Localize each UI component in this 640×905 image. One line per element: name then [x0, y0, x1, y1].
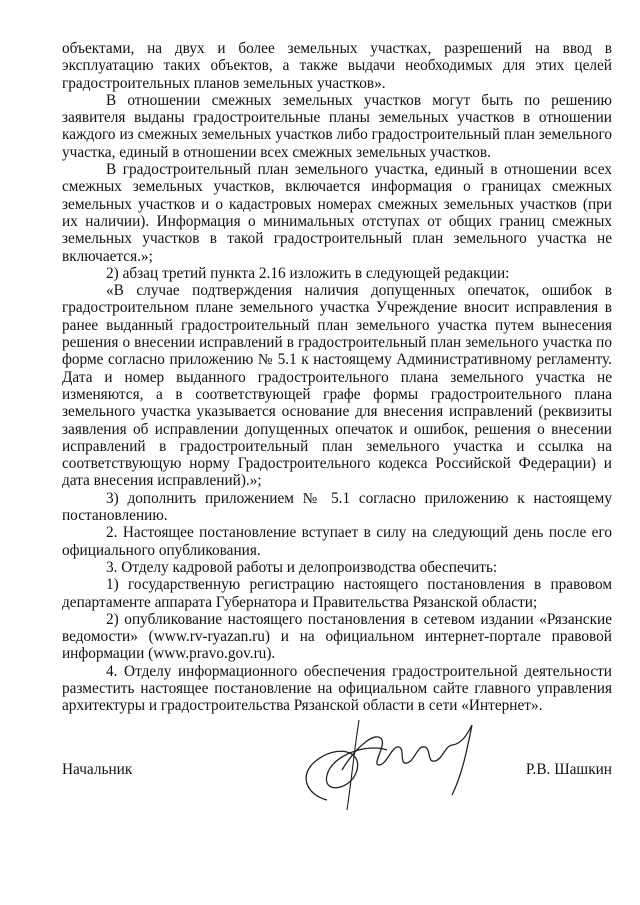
paragraph-continuation: объектами, на двух и более земельных участках, разрешений на ввод в эксплуатацию таких объектов, а также выдачи необходимых для этих целей градостроительных планов земельных участков».	[62, 40, 612, 92]
handwritten-signature	[267, 715, 497, 815]
signatory-title: Начальник	[62, 761, 133, 778]
paragraph-corrections: «В случае подтверждения наличия допущенных опечаток, ошибок в градостроительном плане земельного участка Учреждение вносит исправления в ранее выданный градостроительный план земельного участка путем вынесения решения о внесении исправлений в градостроительный план земельного участка по форме согласно приложению № 5.1 к настоящему Административному регламенту. Дата и номер выданного градостроительного плана земельного участка не изменяются, а в соответствующей графе формы градостроительного плана земельного участка указывается основание для внесения исправлений (реквизиты заявления об исправлении допущенных опечаток и ошибок, решения о внесении исправлений в градостроительный план земельного участка и ссылка на соответствующую норму Градостроительного кодекса Российской Федерации) и дата внесения исправлений).»;	[62, 282, 612, 490]
document-body	[62, 40, 612, 715]
paragraph-item-4: 4. Отделу информационного обеспечения градостроительной деятельности разместить настоящее постановление на официальном сайте главного управления архитектуры и градостроительства Рязанской области в сети «Интернет».	[62, 662, 612, 715]
paragraph-publication: 2) опубликование настоящего постановления в сетевом издании «Рязанские ведомости» (www.rv-ryazan.ru) и на официальном интернет-портале правовой информации (www.pravo.gov.ru).	[62, 610, 612, 663]
paragraph-unified-plan: В градостроительный план земельного участка, единый в отношении всех смежных земельных участков, включается информация о границах смежных земельных участков и о кадастровых номерах смежных земельных участков (при их наличии). Информация о минимальных отступах от общих границ смежных земельных участков в такой градостроительный план земельного участка не включается.»;	[62, 161, 612, 265]
paragraph-registration: 1) государственную регистрацию настоящего постановления в правовом департаменте аппарата Губернатора и Правительства Рязанской области;	[62, 576, 612, 611]
paragraph-adjacent-plots: В отношении смежных земельных участков могут быть по решению заявителя выданы градостроительные планы земельных участков в отношении каждого из смежных земельных участков либо градостроительный план земельного участка, единый в отношении всех смежных земельных участков.	[62, 91, 612, 161]
paragraph-item-3: 3. Отделу кадровой работы и делопроизводства обеспечить:	[106, 558, 498, 576]
signature-block	[62, 755, 612, 815]
paragraph-item-2: 2. Настоящее постановление вступает в силу на следующий день после его официального опубликования.	[62, 524, 612, 559]
signatory-name: Р.В. Шашкин	[525, 761, 612, 778]
paragraph-amendment-2: 2) абзац третий пункта 2.16 изложить в следующей редакции:	[106, 264, 510, 282]
paragraph-amendment-3: 3) дополнить приложением № 5.1 согласно приложению к настоящему постановлению.	[62, 489, 612, 525]
